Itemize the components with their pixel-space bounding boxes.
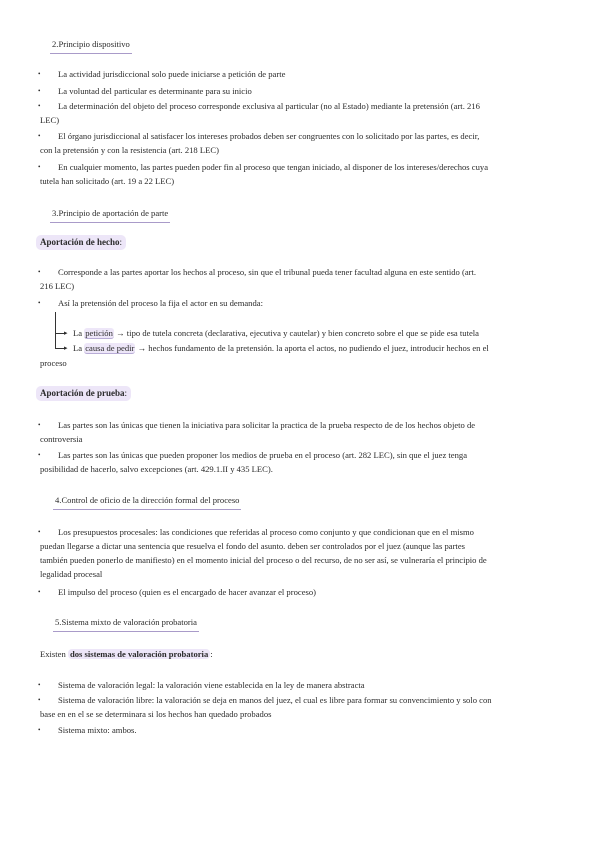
list-item-continuation: legalidad procesal [40,569,103,579]
list-item-text: La actividad jurisdiccional solo puede iniciarse a petición de parte [58,69,286,79]
list-item-continuation: base en en el se se determinara si los hechos han quedado probados [40,709,272,719]
list-item-text: El impulso del proceso (quien es el encargado de hacer avanzar el proceso) [58,587,317,597]
list-item-text: La determinación del objeto del proceso corresponde exclusiva al particular (no al Estado) mediante la pretensión (art. 216 [58,101,480,111]
list-item-text: Así la pretensión del proceso la fija el actor en su demanda: [58,298,263,308]
term-causa-de-pedir: causa de pedir [85,343,135,353]
section-5-title: 5.Sistema mixto de valoración probatoria [53,616,199,632]
subheading-hecho: Aportación de hecho: [36,235,126,250]
bullet: • [38,588,41,596]
section-3-title: 3.Principio de aportación de parte [50,207,170,223]
bullet: • [38,70,41,78]
bullet: • [38,421,41,429]
sub-item-causa: La causa de pedir → hechos fundamento de la pretensión. la aporta el actos, no pudiendo el juez, introducir hechos en el [73,343,489,353]
list-item [38,266,559,291]
arrowhead-icon: ▸ [64,344,68,352]
list-item-text: Sistema mixto: ambos. [58,725,137,735]
bullet: • [38,163,41,171]
arrowhead-icon: ▸ [64,329,68,337]
section-3-heading [50,207,170,223]
bullet: • [38,102,41,110]
subheading-prueba: Aportación de prueba: [36,386,131,401]
bullet: • [38,726,41,734]
bullet: • [38,681,41,689]
list-item [38,100,559,125]
section-5-intro: Existen dos sistemas de valoración probatoria : [40,649,213,659]
section-2-heading [50,38,132,54]
list-item-text: Las partes son las únicas que pueden proponer los medios de prueba en el proceso (art. 282 LEC), sin que el juez tenga [58,450,468,460]
bullet: • [38,132,41,140]
intro-highlight: dos sistemas de valoración probatoria [69,649,209,659]
list-item [38,419,559,444]
list-item [40,679,559,692]
sub-item-peticion: La petición → tipo de tutela concreta (declarativa, ejecutiva y cautelar) y bien concreto sobre el que se pide esa tutela [73,328,479,338]
sub-item-continuation: proceso [40,358,67,368]
bullet: • [38,268,41,276]
subheading-prueba-label: Aportación de prueba [40,388,125,398]
list-item-continuation: tutela han solicitado (art. 19 a 22 LEC) [40,176,175,186]
section-4-title: 4.Control de oficio de la dirección formal del proceso [53,494,241,510]
tree-connector-vertical [55,312,56,348]
list-item [38,526,559,579]
list-item-text: Sistema de valoración libre: la valoración se deja en manos del juez, el cual es libre para formar su convencimiento y solo con [58,695,492,705]
list-item-continuation: con la pretensión y con la resistencia (art. 218 LEC) [40,145,219,155]
list-item [40,297,559,310]
list-item [38,130,559,155]
bullet: • [38,299,41,307]
list-item [40,85,559,98]
list-item-continuation: 216 LEC) [40,281,75,291]
term-peticion: petición [85,328,113,338]
list-item-continuation: LEC) [40,115,60,125]
list-item-text: Las partes son las únicas que tienen la iniciativa para solicitar la practica de la prueba respecto de de los hechos objeto de [58,420,476,430]
list-item-continuation: controversia [40,434,83,444]
list-item-text: Sistema de valoración legal: la valoración viene establecida en la ley de manera abstracta [58,680,365,690]
list-item [38,694,559,719]
list-item-continuation: posibilidad de hacerlo, salvo excepciones (art. 429.1.II y 435 LEC). [40,464,273,474]
bullet: • [38,87,41,95]
list-item-text: Corresponde a las partes aportar los hechos al proceso, sin que el tribunal pueda tener facultad alguna en este sentido (art. [58,267,477,277]
list-item-text: El órgano jurisdiccional al satisfacer los intereses probados deben ser congruentes con lo solicitado por las partes, es decir, [58,131,480,141]
list-item [40,586,559,599]
list-item [40,68,559,81]
bullet: • [38,451,41,459]
subheading-hecho-label: Aportación de hecho [40,237,120,247]
list-item [40,724,559,737]
section-2-title: 2.Principio dispositivo [50,38,132,54]
list-item-continuation: puedan llegarse a dictar una sentencia que resuelva el fondo del asunto. deben ser controlados por el juez (aunque las partes [40,541,465,551]
list-item-text: En cualquier momento, las partes pueden poder fin al proceso que tengan iniciado, al disponer de los intereses/derechos cuya [58,162,489,172]
list-item [38,161,559,186]
bullet: • [38,528,41,536]
list-item-text: La voluntad del particular es determinante para su inicio [58,86,252,96]
list-item-text: Los presupuestos procesales: las condiciones que referidas al proceso como conjunto y que condicionan que en el mismo [58,527,474,537]
bullet: • [38,696,41,704]
section-5-heading [53,616,199,632]
list-item [38,449,559,474]
section-4-heading [53,494,241,510]
list-item-continuation: también pueden ponerlo de manifiesto) en el momento inicial del proceso o del recurso, de no ser así, se vulneraría el principio de [40,555,487,565]
